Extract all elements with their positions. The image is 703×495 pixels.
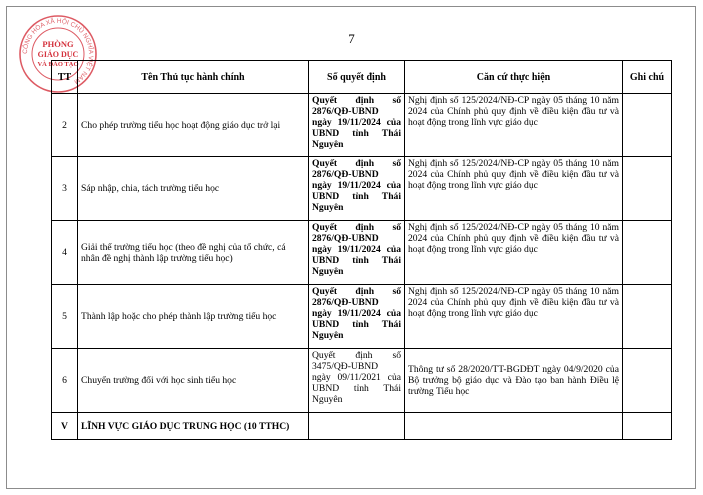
header-note: Ghi chú	[623, 61, 672, 94]
row-decision: Quyết định số 3475/QĐ-UBND ngày 09/11/2021 của UBND tỉnh Thái Nguyên	[309, 349, 405, 413]
row-procedure-name: Chuyển trường đối với học sinh tiểu học	[78, 349, 309, 413]
row-decision: Quyết định số 2876/QĐ-UBND ngày 19/11/2024 của UBND tỉnh Thái Nguyên	[309, 94, 405, 157]
row-note	[623, 221, 672, 285]
stamp-ring-text: CÔNG HÒA XÃ HỘI CHỦ NGHĨA VIỆT NAM	[21, 17, 95, 85]
row-note	[623, 349, 672, 413]
section-empty-decision	[309, 413, 405, 440]
section-row	[52, 413, 672, 440]
header-name: Tên Thủ tục hành chính	[78, 61, 309, 94]
table-row	[52, 157, 672, 221]
procedures-table	[51, 60, 672, 440]
stamp-line-1: PHÒNG	[42, 39, 74, 49]
row-basis: Nghị định số 125/2024/NĐ-CP ngày 05 tháng 10 năm 2024 của Chính phủ quy định về điều kiện đầu tư và hoạt động trong lĩnh vực giáo dục	[405, 94, 623, 157]
row-procedure-name: Sáp nhập, chia, tách trường tiểu học	[78, 157, 309, 221]
row-decision: Quyết định số 2876/QĐ-UBND ngày 19/11/2024 của UBND tỉnh Thái Nguyên	[309, 285, 405, 349]
row-basis: Thông tư số 28/2020/TT-BGDĐT ngày 04/9/2020 của Bộ trưởng bộ giáo dục và Đào tạo ban hành Điều lệ trường Tiểu học	[405, 349, 623, 413]
table-row	[52, 221, 672, 285]
header-tt: TT	[52, 61, 78, 94]
section-empty-note	[623, 413, 672, 440]
stamp-line-2: GIÁO DỤC	[37, 50, 79, 59]
row-decision: Quyết định số 2876/QĐ-UBND ngày 19/11/2024 của UBND tỉnh Thái Nguyên	[309, 157, 405, 221]
row-tt: 5	[52, 285, 78, 349]
row-decision: Quyết định số 2876/QĐ-UBND ngày 19/11/2024 của UBND tỉnh Thái Nguyên	[309, 221, 405, 285]
row-tt: 4	[52, 221, 78, 285]
row-note	[623, 94, 672, 157]
header-decision: Số quyết định	[309, 61, 405, 94]
header-row	[52, 61, 672, 94]
row-note	[623, 157, 672, 221]
row-procedure-name: Cho phép trường tiểu học hoạt động giáo dục trở lại	[78, 94, 309, 157]
row-note	[623, 285, 672, 349]
row-procedure-name: Giải thể trường tiểu học (theo đề nghị của tổ chức, cá nhân đề nghị thành lập trường tiểu học)	[78, 221, 309, 285]
row-tt: 6	[52, 349, 78, 413]
table-row	[52, 94, 672, 157]
row-basis: Nghị định số 125/2024/NĐ-CP ngày 05 tháng 10 năm 2024 của Chính phủ quy định về điều kiện đầu tư và hoạt động trong lĩnh vực giáo dục	[405, 285, 623, 349]
row-tt: 3	[52, 157, 78, 221]
section-number: V	[52, 413, 78, 440]
section-title: LĨNH VỰC GIÁO DỤC TRUNG HỌC (10 TTHC)	[78, 413, 309, 440]
page-number: 7	[348, 31, 355, 46]
stamp-line-3: VÀ ĐÀO TẠO	[37, 61, 79, 68]
section-empty-basis	[405, 413, 623, 440]
table-row	[52, 349, 672, 413]
row-procedure-name: Thành lập hoặc cho phép thành lập trường tiểu học	[78, 285, 309, 349]
table-row	[52, 285, 672, 349]
row-basis: Nghị định số 125/2024/NĐ-CP ngày 05 tháng 10 năm 2024 của Chính phủ quy định về điều kiện đầu tư và hoạt động trong lĩnh vực giáo dục	[405, 157, 623, 221]
header-basis: Căn cứ thực hiện	[405, 61, 623, 94]
row-basis: Nghị định số 125/2024/NĐ-CP ngày 05 tháng 10 năm 2024 của Chính phủ quy định về điều kiện đầu tư và hoạt động trong lĩnh vực giáo dục	[405, 221, 623, 285]
row-tt: 2	[52, 94, 78, 157]
